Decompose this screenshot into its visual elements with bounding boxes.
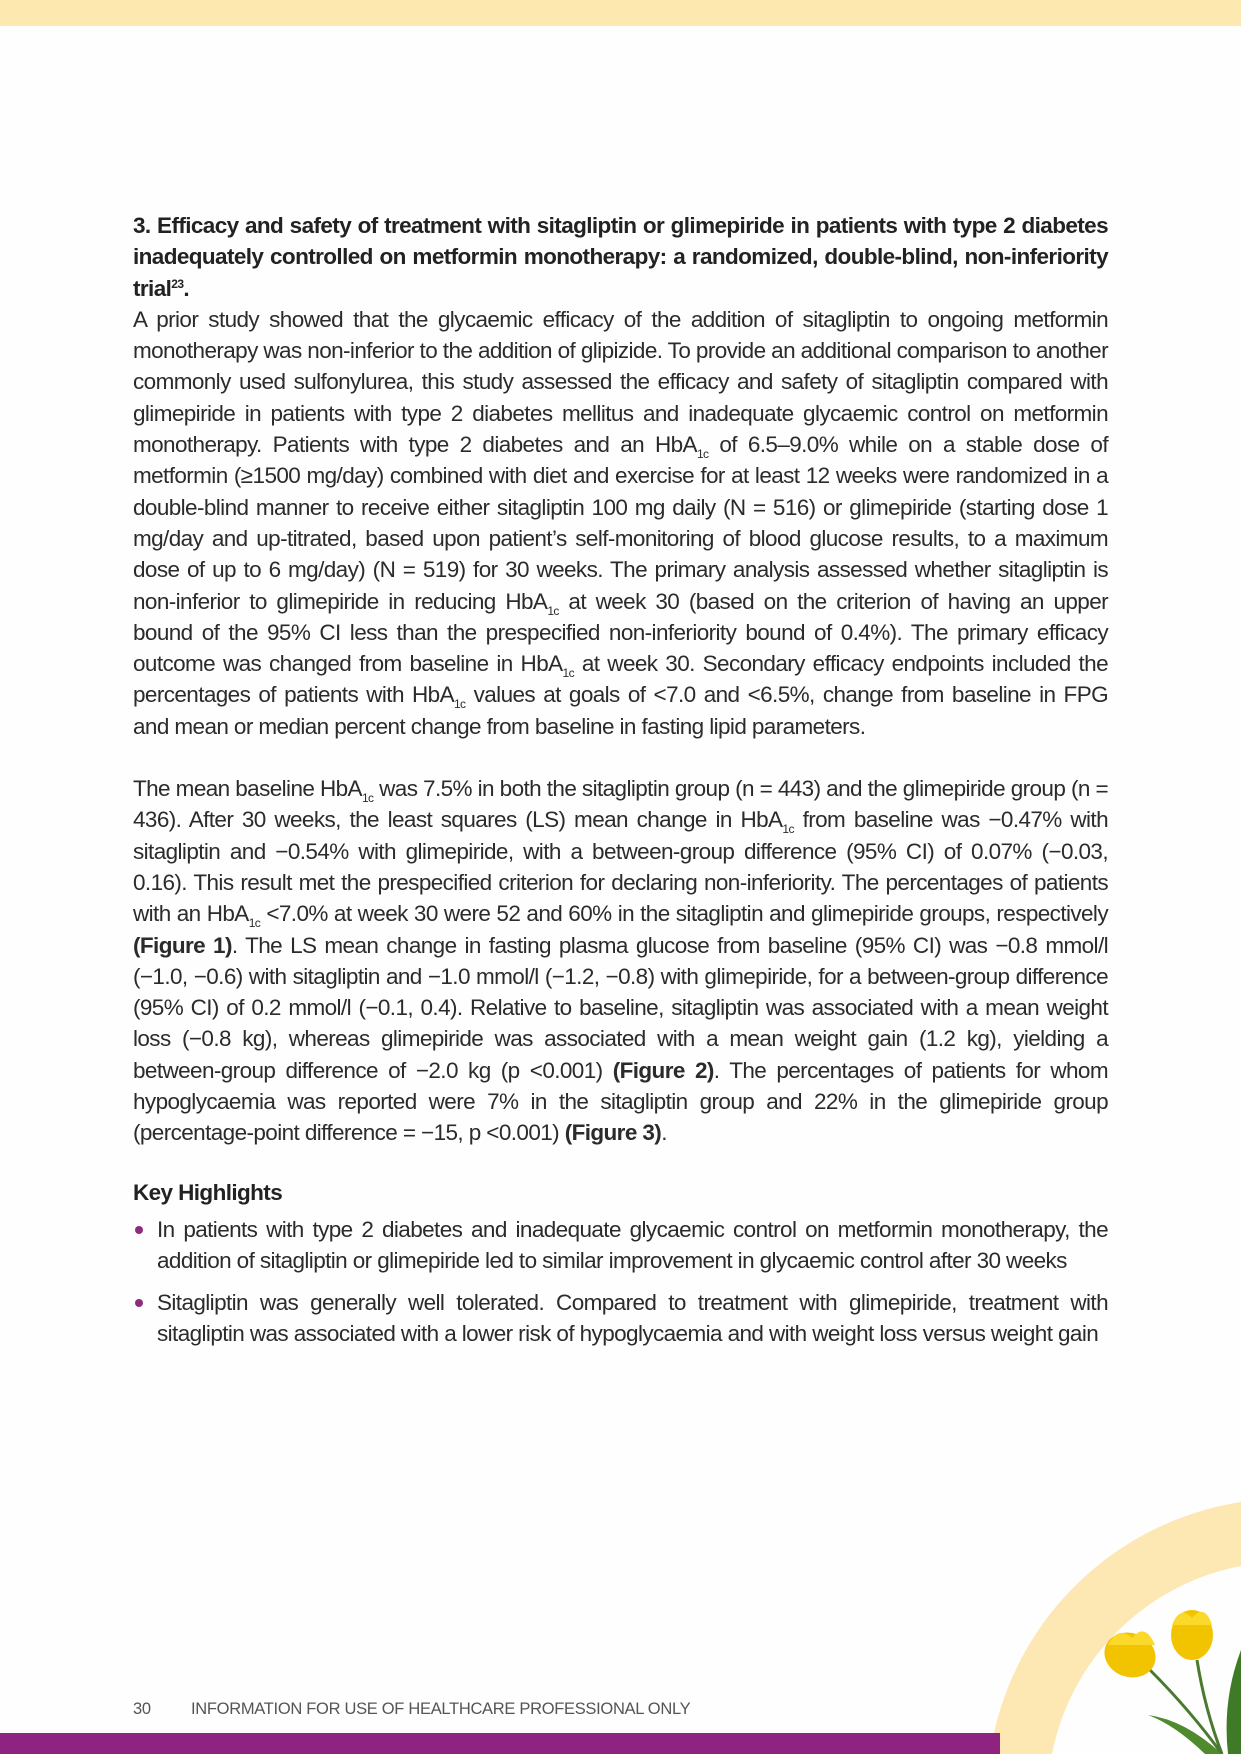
bottom-decorative-band: [0, 1733, 1000, 1754]
bullet-icon: [135, 1226, 143, 1234]
leaf-icon: [1148, 1715, 1222, 1754]
stem-icon: [1197, 1660, 1222, 1754]
highlight-item: In patients with type 2 diabetes and inadequate glycaemic control on metformin monotherapy, the addition of sitagliptin or glimepiride led to similar improvement in glycaemic control after 30 weeks: [133, 1214, 1108, 1277]
highlight-item: Sitagliptin was generally well tolerated. Compared to treatment with glimepiride, treatment with sitagliptin was associated with a lower risk of hypoglycaemia and with weight loss versus weight gain: [133, 1287, 1108, 1350]
figure-3-reference: (Figure 3): [564, 1120, 662, 1146]
page-number: 30: [133, 1700, 151, 1718]
footer-disclaimer: INFORMATION FOR USE OF HEALTHCARE PROFESSIONAL ONLY: [191, 1700, 691, 1718]
tulip-flower-icon: [1171, 1610, 1213, 1660]
article-body: [133, 210, 1108, 1359]
tulips-illustration: [1098, 1610, 1241, 1754]
paragraph-results: The mean baseline HbA$_{1c}$ was 7.5% in both the sitagliptin group (n = 443) and the glimepiride group (n = 436). After 30 weeks, the least squares (LS) mean change in HbA$_{1c}$ from baseline was −0.47% with sitagliptin and −0.54% with glimepiride, with a between-group difference (95% CI) of 0.07% (−0.03, 0.16). This result met the prespecified criterion for declaring non-inferiority. The percentages of patients with an HbA$_{1c}$ <7.0% at week 30 were 52 and 60% in the sitagliptin and glimepiride groups, respectively (Figure 1). The LS mean change in fasting plasma glucose from baseline (95% CI) was −0.8 mmol/l (−1.0, −0.6) with sitagliptin and −1.0 mmol/l (−1.2, −0.8) with glimepiride, for a between-group difference (95% CI) of 0.2 mmol/l (−0.1, 0.4). Relative to baseline, sitagliptin was associated with a mean weight loss (−0.8 kg), whereas glimepiride was associated with a mean weight gain (1.2 kg), yielding a between-group difference of −2.0 kg (p <0.001) (Figure 2). The percentages of patients for whom hypoglycaemia was reported were 7% in the sitagliptin group and 22% in the glimepiride group (percentage-point difference = −15, p <0.001) (Figure 3).: [133, 776, 1108, 1146]
leaf-icon: [1227, 1650, 1241, 1754]
key-highlights-list: [133, 1214, 1108, 1349]
page-footer: [133, 1700, 690, 1719]
section-heading: 3. Efficacy and safety of treatment with sitagliptin or glimepiride in patients with type 2 diabetes inadequately controlled on metformin monotherapy: a randomized, double-blind, non-inferiority trial$^{23}$.: [133, 213, 1108, 301]
figure-1-reference: (Figure 1): [133, 932, 232, 958]
decorative-arc: [990, 1502, 1241, 1754]
key-highlights-title: Key Highlights: [133, 1179, 283, 1205]
stem-icon: [1150, 1670, 1222, 1754]
paragraph-methods: A prior study showed that the glycaemic efficacy of the addition of sitagliptin to ongoing metformin monotherapy was non-inferior to the addition of glipizide. To provide an additional comparison to another commonly used sulfonylurea, this study assessed the efficacy and safety of sitagliptin compared with glimepiride in patients with type 2 diabetes mellitus and inadequate glycaemic control on metformin monotherapy. Patients with type 2 diabetes and an HbA$_{1c}$ of 6.5–9.0% while on a stable dose of metformin (≥1500 mg/day) combined with diet and exercise for at least 12 weeks were randomized in a double-blind manner to receive either sitagliptin 100 mg daily (N = 516) or glimepiride (starting dose 1 mg/day and up-titrated, based upon patient’s self-monitoring of blood glucose results, to a maximum dose of up to 6 mg/day) (N = 519) for 30 weeks. The primary analysis assessed whether sitagliptin is non-inferior to glimepiride in reducing HbA$_{1c}$ at week 30 (based on the criterion of having an upper bound of the 95% CI less than the prespecified non-inferiority bound of 0.4%). The primary efficacy outcome was changed from baseline in HbA$_{1c}$ at week 30. Secondary efficacy endpoints included the percentages of patients with HbA$_{1c}$ values at goals of <7.0 and <6.5%, change from baseline in FPG and mean or median percent change from baseline in fasting lipid parameters.: [133, 306, 1109, 739]
reference-superscript: 23: [171, 276, 184, 291]
tulip-flower-icon: [1098, 1625, 1162, 1684]
top-decorative-band: [0, 0, 1241, 26]
figure-2-reference: (Figure 2): [612, 1057, 714, 1083]
bullet-icon: [135, 1299, 143, 1307]
